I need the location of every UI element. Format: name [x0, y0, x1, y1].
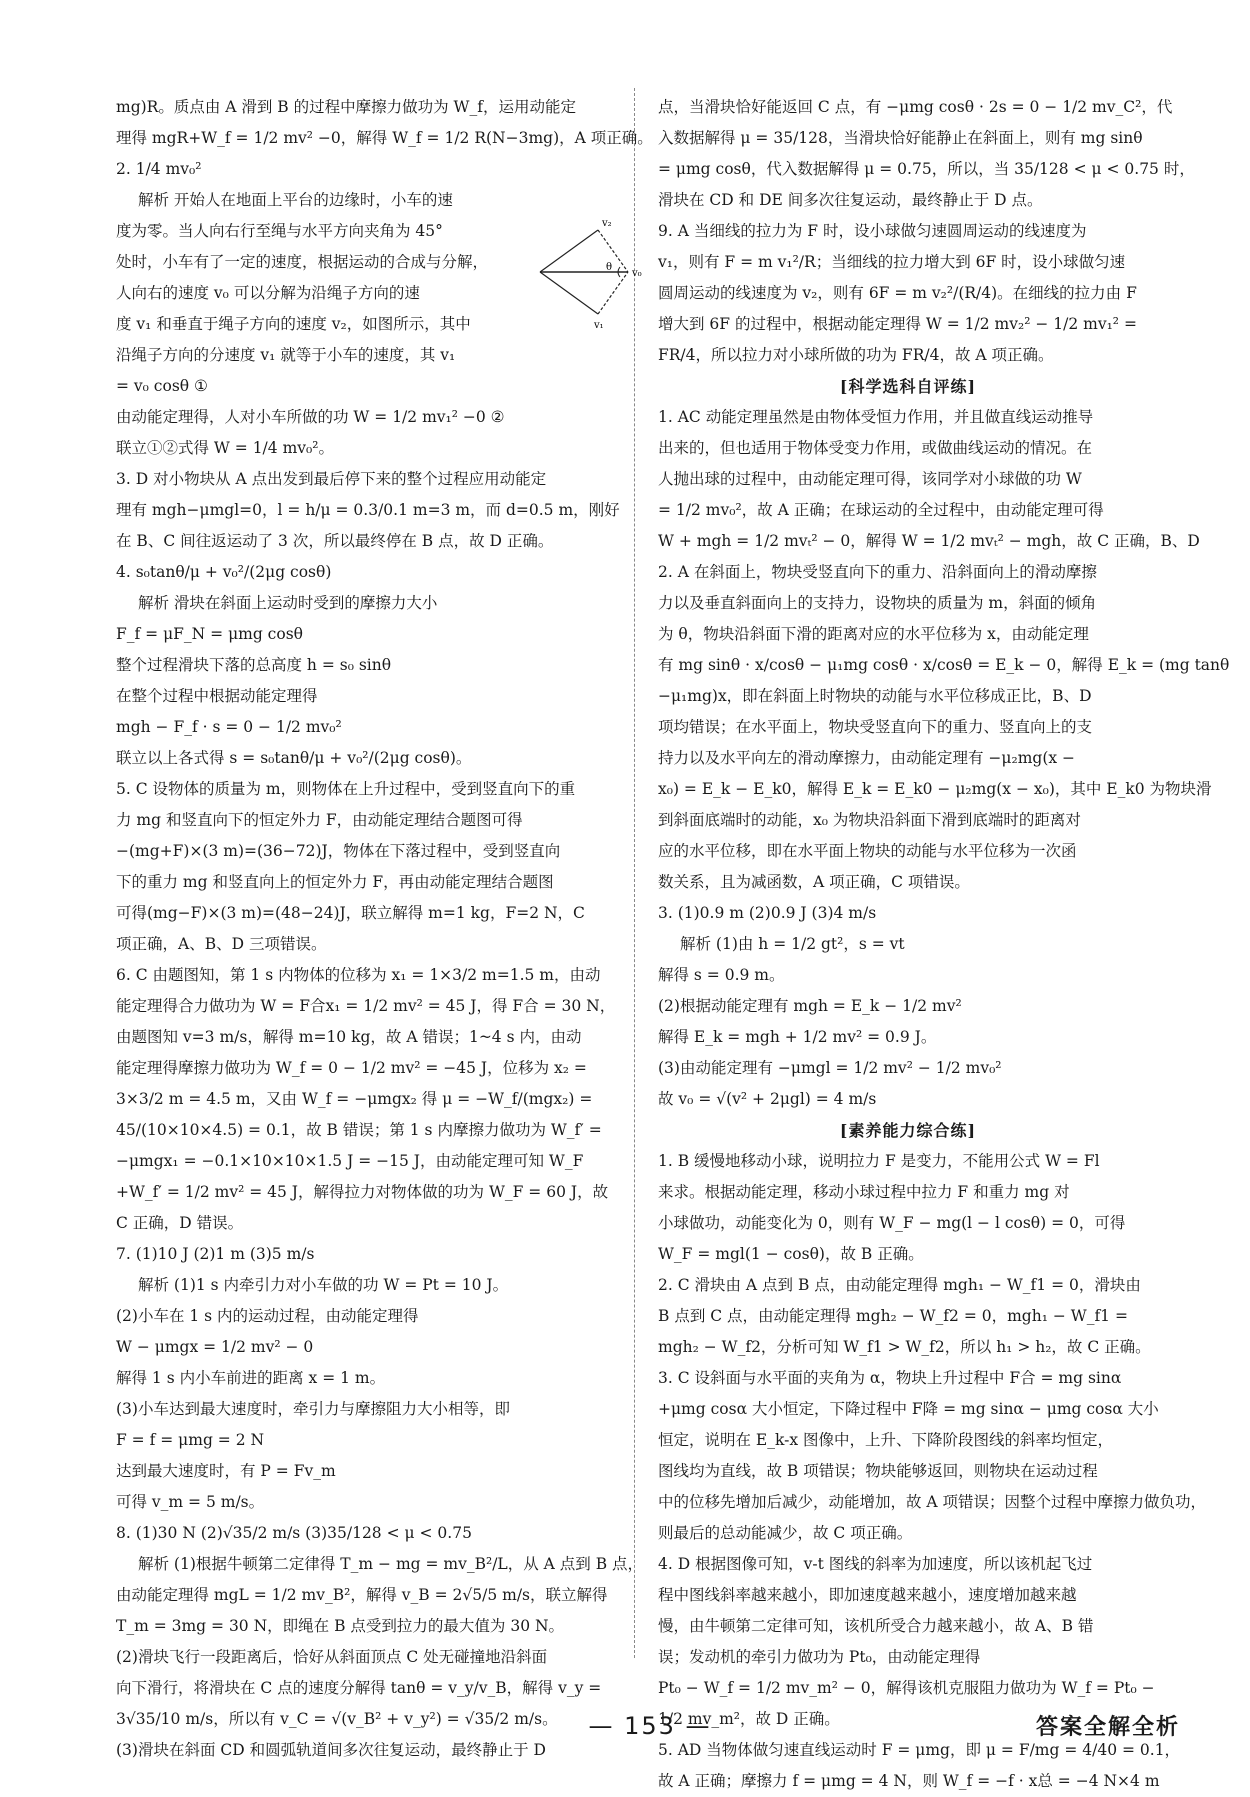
left-column-line: F_f = μF_N = μmg cosθ: [116, 625, 303, 643]
right-column-line: 2. A 在斜面上，物块受竖直向下的重力、沿斜面向上的滑动摩擦: [658, 563, 1097, 581]
right-column-line: = 1/2 mv₀²，故 A 正确；在球运动的全过程中，由动能定理可得: [658, 501, 1104, 519]
left-column-line: W − μmgx = 1/2 mv² − 0: [116, 1338, 314, 1356]
right-column-line: [素养能力综合练]: [839, 1121, 977, 1140]
right-column-line: 图线均为直线，故 B 项错误；物块能够返回，则物块在运动过程: [658, 1462, 1098, 1480]
right-column-line: 小球做功，动能变化为 0，则有 W_F − mg(l − l cosθ) = 0，可得: [658, 1214, 1126, 1232]
left-column-line: 能定理得合力做功为 W = F合x₁ = 1/2 mv² = 45 J，得 F合 = 30 N，: [116, 997, 616, 1015]
left-column-line: 可得 v_m = 5 m/s。: [116, 1493, 265, 1511]
diagram-label-v2: v₂: [602, 218, 612, 229]
right-column-line: 力以及垂直斜面向上的支持力，设物块的质量为 m，斜面的倾角: [658, 594, 1097, 612]
right-column-line: 9. A 当细线的拉力为 F 时，设小球做匀速圆周运动的线速度为: [658, 222, 1087, 240]
right-column-line: 解得 E_k = mgh + 1/2 mv² = 0.9 J。: [658, 1028, 937, 1046]
right-column-line: 数关系，且为减函数，A 项正确，C 项错误。: [658, 873, 970, 891]
footer-title: 答案全解全析: [1035, 1715, 1180, 1740]
right-column-line: 中的位移先增加后减少，动能增加，故 A 项错误；因整个过程中摩擦力做负功，: [658, 1493, 1207, 1511]
left-column-line: 7. (1)10 J (2)1 m (3)5 m/s: [116, 1245, 315, 1263]
right-column-line: W_F = mgl(1 − cosθ)，故 B 正确。: [658, 1245, 924, 1263]
left-column-line: 整个过程滑块下落的总高度 h = s₀ sinθ: [116, 656, 392, 674]
right-column-line: 5. AD 当物体做匀速直线运动时 F = μmg，即 μ = F/mg = 4/40 = 0.1，: [658, 1741, 1181, 1759]
left-column-line: 解析 滑块在斜面上运动时受到的摩擦力大小: [138, 594, 438, 612]
left-column-line: 由动能定理得 mgL = 1/2 mv_B²，解得 v_B = 2√5/5 m/s，联立解得: [116, 1586, 608, 1604]
left-column-line: 理得 mgR+W_f = 1/2 mv² −0，解得 W_f = 1/2 R(N−3mg)，A 项正确。: [116, 129, 653, 147]
left-column-line: +W_f′ = 1/2 mv² = 45 J，解得拉力对物体做的功为 W_F = 60 J，故: [116, 1183, 609, 1201]
right-column-line: 入数据解得 μ = 35/128，当滑块恰好能静止在斜面上，则有 mg sinθ: [658, 129, 1143, 147]
left-column-line: mgh − F_f · s = 0 − 1/2 mv₀²: [116, 718, 342, 736]
diagram-label-theta: θ: [606, 262, 613, 273]
left-column-line: (2)小车在 1 s 内的运动过程，由动能定理得: [116, 1307, 419, 1325]
right-column-line: 点，当滑块恰好能返回 C 点，有 −μmg cosθ · 2s = 0 − 1/2 mv_C²，代: [658, 98, 1173, 116]
right-column-line: 解析 (1)由 h = 1/2 gt²，s = vt: [680, 935, 905, 953]
right-column-line: 到斜面底端时的动能，x₀ 为物块沿斜面下滑到底端时的距离对: [658, 811, 1081, 829]
right-column-line: 来求。根据动能定理，移动小球过程中拉力 F 和重力 mg 对: [658, 1183, 1070, 1201]
right-column-line: 持力以及水平向左的滑动摩擦力，由动能定理有 −μ₂mg(x −: [658, 749, 1076, 767]
right-column: [658, 92, 1230, 1797]
left-column-line: 度为零。当人向右行至绳与水平方向夹角为 45°: [116, 222, 443, 240]
left-column-line: 力 mg 和竖直向下的恒定外力 F，由动能定理结合题图可得: [116, 811, 523, 829]
left-column-line: = v₀ cosθ ①: [116, 377, 208, 395]
left-column-line: (3)滑块在斜面 CD 和圆弧轨道间多次往复运动，最终静止于 D: [116, 1741, 546, 1759]
page-number: — 153 —: [588, 1712, 712, 1740]
diagram-label-v1: v₁: [594, 320, 604, 331]
left-column-line: 由题图知 v=3 m/s，解得 m=10 kg，故 A 错误；1~4 s 内，由动: [116, 1028, 582, 1046]
left-column-line: 3. D 对小物块从 A 点出发到最后停下来的整个过程应用动能定: [116, 470, 547, 488]
right-column-line: 慢，由牛顿第二定律可知，该机所受合力越来越小，故 A、B 错: [658, 1617, 1094, 1635]
right-column-line: (2)根据动能定理有 mgh = E_k − 1/2 mv²: [658, 997, 962, 1015]
left-column-line: 解得 1 s 内小车前进的距离 x = 1 m。: [116, 1369, 386, 1387]
right-column-line: Pt₀ − W_f = 1/2 mv_m² − 0，解得该机克服阻力做功为 W_f = Pt₀ −: [658, 1679, 1155, 1697]
left-column-line: 在 B、C 间往返运动了 3 次，所以最终停在 B 点，故 D 正确。: [116, 532, 554, 550]
left-column-line: 联立①②式得 W = 1/4 mv₀²。: [116, 439, 334, 457]
left-column-line: 向下滑行，将滑块在 C 点的速度分解得 tanθ = v_y/v_B，解得 v_y =: [116, 1679, 602, 1697]
right-column-line: 误；发动机的牵引力做功为 Pt₀，由动能定理得: [658, 1648, 981, 1666]
left-column-line: 解析 开始人在地面上平台的边缘时，小车的速: [138, 191, 453, 209]
right-column-line: (3)由动能定理有 −μmgl = 1/2 mv² − 1/2 mv₀²: [658, 1059, 1002, 1077]
left-column-line: 可得(mg−F)×(3 m)=(48−24)J，联立解得 m=1 kg，F=2 N，C: [116, 904, 585, 922]
left-column-line: 3√35/10 m/s，所以有 v_C = √(v_B² + v_y²) = √35/2 m/s。: [116, 1710, 558, 1728]
right-column-line: mgh₂ − W_f2，分析可知 W_f1 > W_f2，所以 h₁ > h₂，故 C 正确。: [658, 1338, 1151, 1356]
left-column-line: 3×3/2 m = 4.5 m，又由 W_f = −μmgx₂ 得 μ = −W_f/(mgx₂) =: [116, 1090, 593, 1108]
right-column-line: 4. D 根据图像可知，v-t 图线的斜率为加速度，所以该机起飞过: [658, 1555, 1093, 1573]
right-column-line: W + mgh = 1/2 mvₜ² − 0，解得 W = 1/2 mvₜ² − mgh，故 C 正确，B、D: [658, 532, 1200, 550]
right-column-line: −μ₁mg)x，即在斜面上时物块的动能与水平位移成正比，B、D: [658, 687, 1092, 705]
left-column-line: (3)小车达到最大速度时，牵引力与摩擦阻力大小相等，即: [116, 1400, 510, 1418]
right-column-line: 出来的，但也适用于物体受变力作用，或做曲线运动的情况。在: [658, 439, 1093, 457]
left-column-line: 6. C 由题图知，第 1 s 内物体的位移为 x₁ = 1×3/2 m=1.5 m，由动: [116, 966, 601, 984]
right-column-line: 1/2 mv_m²，故 D 正确。: [658, 1710, 840, 1728]
left-column-line: 45/(10×10×4.5) = 0.1，故 B 错误；第 1 s 内摩擦力做功为 W_f′ =: [116, 1121, 602, 1139]
right-column-line: 解得 s = 0.9 m。: [658, 966, 785, 984]
left-column-line: 下的重力 mg 和竖直向上的恒定外力 F，再由动能定理结合题图: [116, 873, 554, 891]
right-column-line: 3. (1)0.9 m (2)0.9 J (3)4 m/s: [658, 904, 877, 922]
left-column-line: 理有 mgh−μmgl=0，l = h/μ = 0.3/0.1 m=3 m，而 d=0.5 m，刚好: [116, 501, 620, 519]
left-column-line: 达到最大速度时，有 P = Fv_m: [116, 1462, 336, 1480]
left-column-line: 解析 (1)1 s 内牵引力对小车做的功 W = Pt = 10 J。: [138, 1276, 509, 1294]
right-column-line: 程中图线斜率越来越小，即加速度越来越小，速度增加越来越: [658, 1586, 1077, 1604]
right-column-line: +μmg cosα 大小恒定，下降过程中 F降 = mg sinα − μmg cosα 大小: [658, 1400, 1159, 1418]
left-column-line: −(mg+F)×(3 m)=(36−72)J，物体在下落过程中，受到竖直向: [116, 842, 561, 860]
right-column-line: 圆周运动的线速度为 v₂，则有 6F = m v₂²/(R/4)。在细线的拉力由 F: [658, 284, 1137, 302]
left-column-line: 由动能定理得，人对小车所做的功 W = 1/2 mv₁² −0 ②: [116, 408, 505, 426]
right-column-line: 1. B 缓慢地移动小球，说明拉力 F 是变力，不能用公式 W = Fl: [658, 1152, 1100, 1170]
right-column-line: FR/4，所以拉力对小球所做的功为 FR/4，故 A 项正确。: [658, 346, 1054, 364]
left-column-line: 处时，小车有了一定的速度，根据运动的合成与分解，: [116, 253, 489, 271]
left-column-line: mg)R。质点由 A 滑到 B 的过程中摩擦力做功为 W_f，运用动能定: [116, 98, 576, 116]
right-column-line: 则最后的总动能减少，故 C 项正确。: [658, 1524, 913, 1542]
left-column-line: 项正确，A、B、D 三项错误。: [116, 935, 327, 953]
left-column-line: 联立以上各式得 s = s₀tanθ/μ + v₀²/(2μg cosθ)。: [116, 749, 472, 767]
right-column-line: 故 v₀ = √(v² + 2μgl) = 4 m/s: [658, 1090, 877, 1108]
left-column-line: (2)滑块飞行一段距离后，恰好从斜面顶点 C 处无碰撞地沿斜面: [116, 1648, 548, 1666]
right-column-line: 2. C 滑块由 A 点到 B 点，由动能定理得 mgh₁ − W_f1 = 0，滑块由: [658, 1276, 1141, 1294]
right-column-line: 为 θ，物块沿斜面下滑的距离对应的水平位移为 x，由动能定理: [658, 625, 1089, 643]
right-column-line: 恒定，说明在 E_k-x 图像中，上升、下降阶段图线的斜率均恒定，: [658, 1431, 1114, 1449]
right-column-line: [科学选科自评练]: [839, 377, 977, 396]
right-column-line: 3. C 设斜面与水平面的夹角为 α，物块上升过程中 F合 = mg sinα: [658, 1369, 1122, 1387]
left-column-line: 人向右的速度 v₀ 可以分解为沿绳子方向的速: [116, 284, 420, 302]
right-column-line: 1. AC 动能定理虽然是由物体受恒力作用，并且做直线运动推导: [658, 408, 1094, 426]
left-column-line: 5. C 设物体的质量为 m，则物体在上升过程中，受到竖直向下的重: [116, 780, 576, 798]
left-column-line: 沿绳子方向的分速度 v₁ 就等于小车的速度，其 v₁: [116, 346, 456, 364]
right-column-line: 增大到 6F 的过程中，根据动能定理得 W = 1/2 mv₂² − 1/2 mv₁² =: [658, 315, 1137, 333]
left-column-line: 能定理得摩擦力做功为 W_f = 0 − 1/2 mv² = −45 J，位移为 x₂ =: [116, 1059, 587, 1077]
right-column-line: 项均错误；在水平面上，物块受竖直向下的重力、竖直向上的支: [658, 718, 1093, 736]
left-column-line: −μmgx₁ = −0.1×10×10×1.5 J = −15 J，由动能定理可知 W_F: [116, 1152, 584, 1170]
right-column-line: 人抛出球的过程中，由动能定理可得，该同学对小球做的功 W: [658, 470, 1082, 488]
right-column-line: B 点到 C 点，由动能定理得 mgh₂ − W_f2 = 0，mgh₁ − W_f1 =: [658, 1307, 1128, 1325]
left-column-line: C 正确，D 错误。: [116, 1214, 244, 1232]
right-column-line: v₁，则有 F = m v₁²/R；当细线的拉力增大到 6F 时，设小球做匀速: [658, 253, 1126, 271]
right-column-line: 滑块在 CD 和 DE 间多次往复运动，最终静止于 D 点。: [658, 191, 1043, 209]
left-column-line: 2. 1/4 mv₀²: [116, 160, 202, 178]
left-column-line: 度 v₁ 和垂直于绳子方向的速度 v₂，如图所示，其中: [116, 315, 471, 333]
right-column-line: 故 A 正确；摩擦力 f = μmg = 4 N，则 W_f = −f · x总 = −4 N×4 m: [658, 1772, 1160, 1790]
left-column-line: 4. s₀tanθ/μ + v₀²/(2μg cosθ): [116, 563, 332, 581]
left-column-line: 8. (1)30 N (2)√35/2 m/s (3)35/128 < μ < 0.75: [116, 1524, 472, 1542]
left-column-line: T_m = 3mg = 30 N，即绳在 B 点受到拉力的最大值为 30 N。: [116, 1617, 565, 1635]
left-column-line: F = f = μmg = 2 N: [116, 1431, 265, 1449]
left-column-line: 解析 (1)根据牛顿第二定律得 T_m − mg = mv_B²/L，从 A 点到 B 点，: [138, 1555, 644, 1573]
right-column-line: = μmg cosθ，代入数据解得 μ = 0.75，所以，当 35/128 < μ < 0.75 时，: [658, 160, 1195, 178]
velocity-decomposition-diagram: [528, 212, 648, 332]
diagram-label-v0: v₀: [632, 268, 642, 279]
right-column-line: x₀) = E_k − E_k0，解得 E_k = E_k0 − μ₂mg(x − x₀)，其中 E_k0 为物块滑: [658, 780, 1212, 798]
left-column-line: 在整个过程中根据动能定理得: [116, 687, 318, 705]
right-column-line: 有 mg sinθ · x/cosθ − μ₁mg cosθ · x/cosθ = E_k − 0，解得 E_k = (mg tanθ: [658, 656, 1230, 674]
right-column-line: 应的水平位移，即在水平面上物块的动能与水平位移为一次函: [658, 842, 1077, 860]
